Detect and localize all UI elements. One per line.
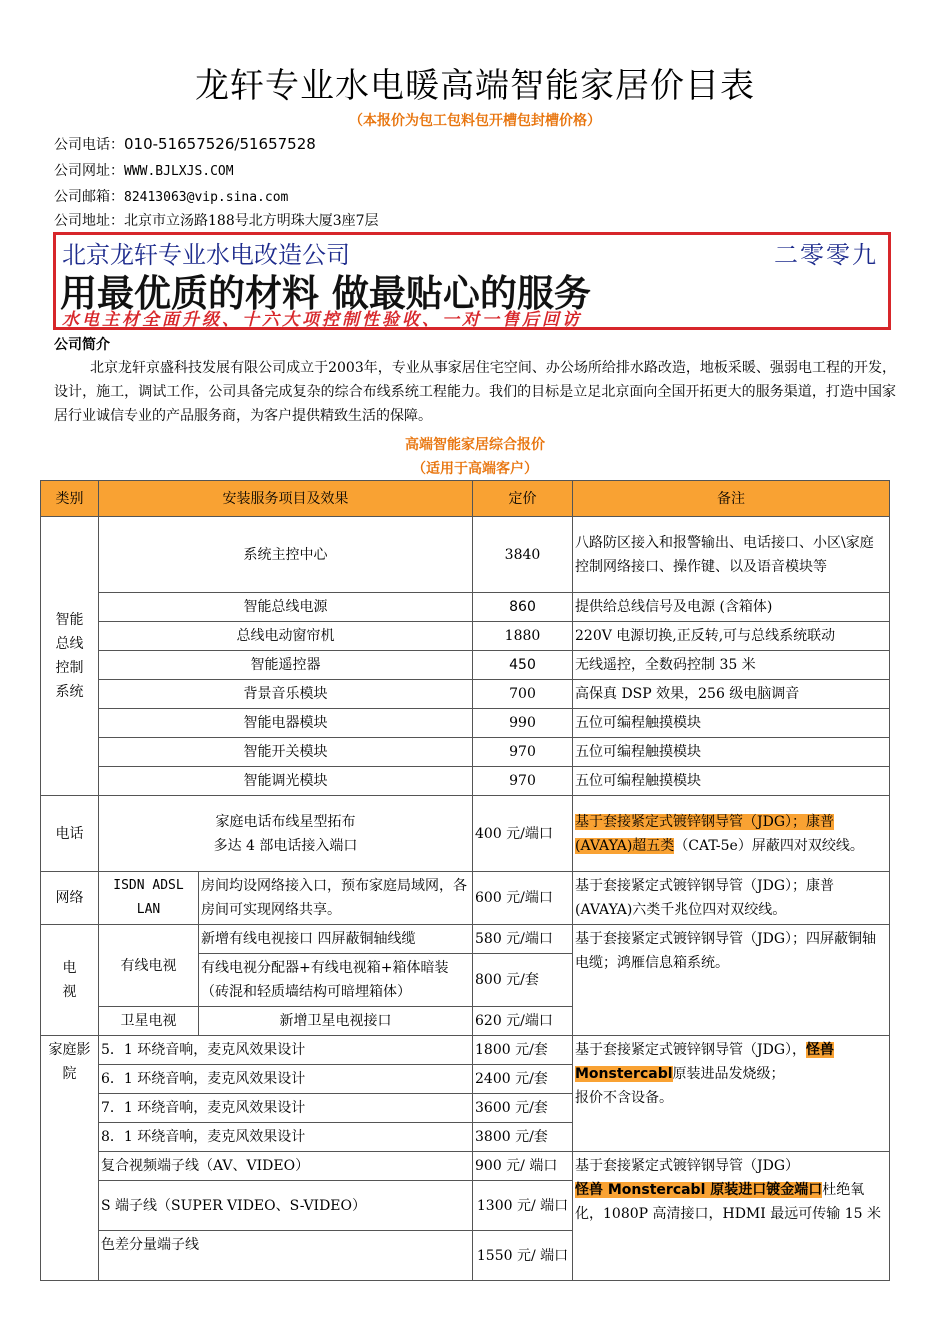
address-value: 北京市立汤路188号北方明珠大厦3座7层 <box>124 213 379 229</box>
email-value[interactable]: 82413063@vip.sina.com <box>124 190 289 205</box>
price-cell: 3600 元/套 <box>473 1094 573 1123</box>
section-title: 高端智能家居综合报价 <box>405 437 545 453</box>
intro-body: 北京龙轩京盛科技发展有限公司成立于2003年，专业从事家居住宅空间、办公场所给排水路改造，地板采暖、强弱电工程的开发，设计，施工，调试工作，公司具备完成复杂的综合布线系统工程能力。我们的目标是立足北京面向全国开拓更大的服务渠道，打造中国家居行业诚信专业的产品服务商，为客户提供精致生活的保障。 <box>54 360 896 424</box>
table-row <box>41 517 890 593</box>
email-label: 公司邮箱： <box>54 189 124 205</box>
tv-item-line2: （砖混和轻质墙结构可暗埋箱体） <box>201 984 411 1000</box>
category-network: 网络 <box>41 872 99 925</box>
item-cell: 智能开关模块 <box>99 738 473 767</box>
phone-item-line2: 多达 4 部电话接入端口 <box>213 837 358 854</box>
phone-label: 公司电话： <box>54 137 124 153</box>
table-row <box>41 925 890 954</box>
category-theater: 家庭影院 <box>41 1036 99 1281</box>
table-row <box>41 651 890 680</box>
category-phone: 电话 <box>41 796 99 872</box>
note-cell: 提供给总线信号及电源 (含箱体) <box>573 593 890 622</box>
item-cell: 系统主控中心 <box>99 517 473 593</box>
item-cell: 智能总线电源 <box>99 593 473 622</box>
note-cell: 八路防区接入和报警输出、电话接口、小区\家庭控制网络接口、操作键、以及语音模块等 <box>573 517 890 593</box>
price-cell: 3840 <box>473 517 573 593</box>
item-cell: 5．1 环绕音响，麦克风效果设计 <box>99 1036 473 1065</box>
item-cell: 7．1 环绕音响，麦克风效果设计 <box>99 1094 473 1123</box>
price-cell: 860 <box>473 593 573 622</box>
price-cell: 400 元/端口 <box>473 796 573 872</box>
table-row <box>41 767 890 796</box>
banner-slogan: 用最优质的材料 做最贴心的服务 <box>60 272 591 315</box>
note-cell: 无线遥控，全数码控制 35 米 <box>573 651 890 680</box>
price-cell: 600 元/端口 <box>473 872 573 925</box>
note-cell: 五位可编程触摸模块 <box>573 709 890 738</box>
theater-note-a: 基于套接紧定式镀锌钢导管（JDG）， <box>575 1042 807 1058</box>
item-cell <box>99 796 473 872</box>
price-cell: 990 <box>473 709 573 738</box>
price-cell: 900 元/ 端口 <box>473 1152 573 1181</box>
info-phone <box>54 134 316 154</box>
company-banner <box>53 232 891 330</box>
cable-note2: 杜绝氧化，1080P 高清接口，HDMI 最远可传输 15 米 <box>575 1182 881 1222</box>
price-cell: 1880 <box>473 622 573 651</box>
item-cell: 新增有线电视接口 四屏蔽铜轴线缆 <box>199 925 473 954</box>
note-cell: 五位可编程触摸模块 <box>573 767 890 796</box>
table-row <box>41 593 890 622</box>
note-cell: 高保真 DSP 效果，256 级电脑调音 <box>573 680 890 709</box>
note-cell <box>573 1036 890 1152</box>
item-cell: 智能遥控器 <box>99 651 473 680</box>
tv-cable-label: 有线电视 <box>99 925 199 1007</box>
price-cell: 700 <box>473 680 573 709</box>
header-item: 安装服务项目及效果 <box>99 481 473 517</box>
phone-note-rest: （CAT-5e）屏蔽四对双绞线。 <box>674 837 864 854</box>
banner-tagline: 水电主材全面升级、十六大项控制性验收、一对一售后回访 <box>62 310 582 330</box>
note-cell: 五位可编程触摸模块 <box>573 738 890 767</box>
web-value[interactable]: WWW.BJLXJS.COM <box>124 164 234 179</box>
price-cell: 450 <box>473 651 573 680</box>
price-cell: 2400 元/套 <box>473 1065 573 1094</box>
note-cell <box>573 1152 890 1281</box>
theater-note-b: 原装进品发烧级； <box>672 1066 785 1082</box>
header-note: 备注 <box>573 481 890 517</box>
web-label: 公司网址： <box>54 163 124 179</box>
category-smart: 智能总线控制系统 <box>41 517 99 796</box>
header-category: 类别 <box>41 481 99 517</box>
item-cell: 复合视频端子线（AV、VIDEO） <box>99 1152 473 1181</box>
item-cell: 房间均设网络接入口，预布家庭局域网，各房间可实现网络共享。 <box>199 872 473 925</box>
phone-item-line1: 家庭电话布线星型拓布 <box>215 813 356 830</box>
item-cell: 6．1 环绕音响，麦克风效果设计 <box>99 1065 473 1094</box>
table-row <box>41 680 890 709</box>
info-web <box>54 160 234 180</box>
price-cell: 1800 元/套 <box>473 1036 573 1065</box>
item-cell: 总线电动窗帘机 <box>99 622 473 651</box>
price-cell: 970 <box>473 738 573 767</box>
header-price: 定价 <box>473 481 573 517</box>
item-cell: 色差分量端子线 <box>99 1231 473 1281</box>
theater-note-highlight: 怪兽 Monstercabl <box>575 1042 835 1082</box>
price-cell: 580 元/端口 <box>473 925 573 954</box>
price-cell: 1300 元/ 端口 <box>473 1181 573 1231</box>
note-cell: 基于套接紧定式镀锌钢导管（JDG）；四屏蔽铜轴电缆；鸿雁信息箱系统。 <box>573 925 890 1036</box>
note-cell: 220V 电源切换,正反转,可与总线系统联动 <box>573 622 890 651</box>
price-cell: 3800 元/套 <box>473 1123 573 1152</box>
note-cell <box>573 796 890 872</box>
page-subtitle: （本报价为包工包料包开槽包封槽价格） <box>349 113 601 129</box>
tv-item-line1: 有线电视分配器+有线电视箱+箱体暗装 <box>201 960 449 976</box>
price-cell: 800 元/套 <box>473 954 573 1007</box>
table-row <box>41 622 890 651</box>
info-email <box>54 186 288 206</box>
banner-year: 二零零九 <box>774 241 878 269</box>
banner-company: 北京龙轩专业水电改造公司 <box>62 241 350 269</box>
item-cell: 智能调光模块 <box>99 767 473 796</box>
section-subtitle: （适用于高端客户） <box>412 461 538 477</box>
item-cell: 智能电器模块 <box>99 709 473 738</box>
phone-value: 010-51657526/51657528 <box>124 135 316 153</box>
address-label: 公司地址： <box>54 213 124 229</box>
item-cell: 背景音乐模块 <box>99 680 473 709</box>
price-cell: 970 <box>473 767 573 796</box>
note-cell: 基于套接紧定式镀锌钢导管（JDG）；康普(AVAYA)六类千兆位四对双绞线。 <box>573 872 890 925</box>
phone-note-highlight: 基于套接紧定式镀锌钢导管（JDG）；康普(AVAYA)超五类 <box>575 813 835 854</box>
theater-note-c: 报价不含设备。 <box>575 1090 673 1106</box>
table-row <box>41 738 890 767</box>
price-cell: 1550 元/ 端口 <box>473 1231 573 1281</box>
table-row <box>41 1036 890 1065</box>
tv-sat-label: 卫星电视 <box>99 1007 199 1036</box>
category-tv: 电视 <box>41 925 99 1036</box>
item-cell: 8．1 环绕音响，麦克风效果设计 <box>99 1123 473 1152</box>
table-header-row <box>41 481 890 517</box>
network-sub: ISDN ADSL LAN <box>99 872 199 925</box>
item-cell: S 端子线（SUPER VIDEO、S-VIDEO） <box>99 1181 473 1231</box>
page-title: 龙轩专业水电暖高端智能家居价目表 <box>195 66 755 106</box>
table-row <box>41 872 890 925</box>
table-row <box>41 796 890 872</box>
table-row <box>41 1152 890 1181</box>
intro-heading: 公司简介 <box>54 337 110 353</box>
price-table <box>40 480 890 1281</box>
item-cell <box>199 954 473 1007</box>
cable-note-highlight: 怪兽 Monstercabl 原装进口镀金端口 <box>575 1182 823 1198</box>
item-cell: 新增卫星电视接口 <box>199 1007 473 1036</box>
price-cell: 620 元/端口 <box>473 1007 573 1036</box>
info-address <box>54 210 379 230</box>
cable-note1: 基于套接紧定式镀锌钢导管（JDG） <box>575 1158 800 1174</box>
table-row <box>41 709 890 738</box>
